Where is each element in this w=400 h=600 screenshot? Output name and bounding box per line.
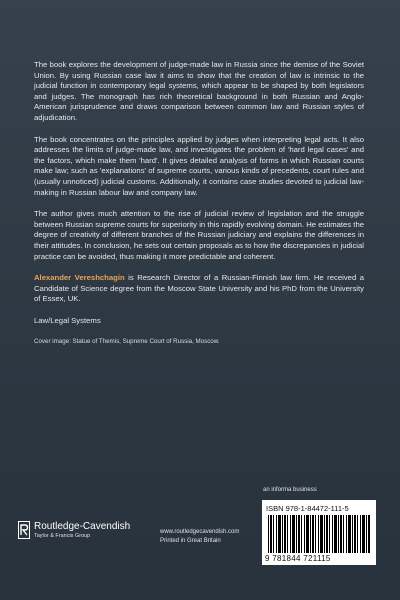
barcode-digits: 9 781844 721115	[265, 554, 331, 563]
publisher-logo	[18, 521, 130, 540]
author-name: Alexander Vereshchagin	[34, 273, 125, 283]
routledge-r-icon	[18, 521, 30, 539]
barcode-icon	[268, 515, 370, 553]
publisher-info	[160, 528, 239, 545]
printed-in: Printed in Great Britain	[160, 537, 221, 544]
author-bio	[34, 273, 364, 305]
subject-category: Law/Legal Systems	[34, 315, 101, 325]
cover-credit: Cover image: Statue of Themis, Supreme Court of Russia, Moscow.	[34, 338, 220, 346]
author-bio-text: is Research Director of a Russian-Finnish law firm. He received a Candidate of Science degree from the Moscow State University and his PhD from the University of Essex, UK.	[34, 273, 364, 304]
publisher-group: Taylor & Francis Group	[34, 533, 91, 539]
publisher-url: www.routledgecavendish.com	[160, 529, 240, 535]
isbn-label: ISBN 978-1-84472-111-5	[266, 504, 349, 513]
isbn-barcode-box	[262, 500, 376, 565]
blurb-paragraph-1: The book explores the development of judge-made law in Russia since the demise of the Soviet Union. By using Russian case law it aims to show that the creation of law is intrinsic to the judicial function in contemporary legal systems, which appear to be shaped by both legislators and judges. The monograph has rich theoretical background in both Russian and Anglo-American jurisprudence and draws comparison between common law and Russian styles of adjudication.	[34, 60, 364, 122]
informa-tagline: an informa business	[263, 487, 317, 493]
blurb-paragraph-2: The book concentrates on the principles applied by judges when interpreting legal acts. It also addresses the limits of judge-made law, and investigates the problem of 'hard legal cases' and the factors, which make them 'hard'. It gives detailed analysis of forms in which Russian courts make law; such as 'explanations' of supreme courts, various kinds of precedents, court rules and (usually unnoticed) judicial customs. Additionally, it contains case studies devoted to judicial law-making in Russian labour law and company law.	[34, 134, 364, 197]
blurb-paragraph-3: The author gives much attention to the rise of judicial review of legislation and the struggle between Russian supreme courts for superiority in this rapidly evolving domain. He estimates the degree of creativity of different branches of the Russian judiciary and explains the differences in their attitudes. In conclusion, he sets out certain proposals as to how the discrepancies in judicial practice can be avoided, thus making it more predictable and coherent.	[34, 209, 364, 261]
back-cover-text	[34, 60, 364, 359]
publisher-name: Routledge-Cavendish	[34, 521, 131, 532]
